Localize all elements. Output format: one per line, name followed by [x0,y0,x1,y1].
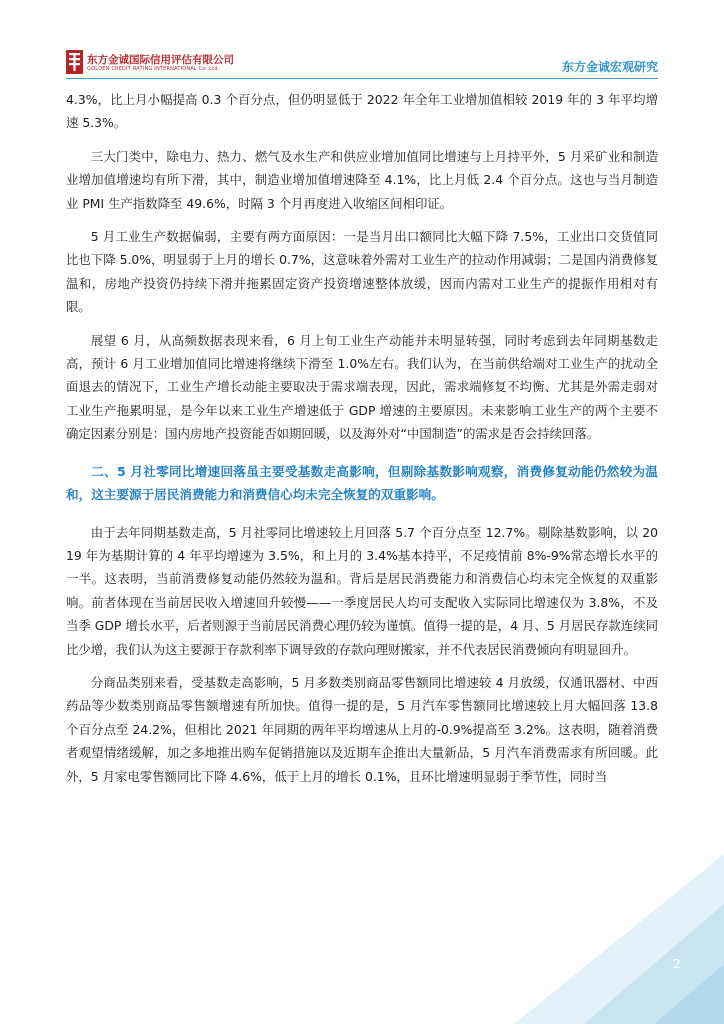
paragraph-6: 分商品类别来看，受基数走高影响，5 月多数类别商品零售额同比增速较 4 月放缓，仅通讯器材、中西药品等少数类别商品零售额增速有所加快。值得一提的是，5 月汽车零售额同比增速较上月大幅回落 13.8 个百分点至 24.2%，但相比 2021 年同期的两年平均增速从上月的-0.9%提高至 3.2%。这表明，随着消费者观望情绪缓解，加之多地推出购车促销措施以及近期车企推出大量新品，5 月汽车消费需求有所回暖。此外，5 月家电零售额同比下降 4.6%，低于上月的增长 0.1%，且环比增速明显弱于季节性，同时当 [66,674,658,784]
report-series-title: 东方金诚宏观研究 [561,60,658,74]
paragraph-4: 展望 6 月，从高频数据表现来看，6 月上旬工业生产动能并未明显转强，同时考虑到去年同期基数走高，预计 6 月工业增加值同比增速将继续下滑至 1.0%左右。我们认为，在当前供给端对工业生产的扰动全面退去的情况下，工业生产增长动能主要取决于需求端表现，因此，需求端修复不均衡、尤其是外需走弱对工业生产拖累明显，是今年以来工业生产增速低于 GDP 增速的主要原因。未来影响工业生产的两个主要不确定因素分别是：国内房地产投资能否如期回暖，以及海外对“中国制造”的需求是否会持续回落。 [66,332,658,442]
paragraph-3: 5 月工业生产数据偏弱，主要有两方面原因：一是当月出口额同比大幅下降 7.5%，工业出口交货值同比也下降 5.0%，明显弱于上月的增长 0.7%，这意味着外需对工业生产的拉动作用减弱；二是国内消费修复温和，房地产投资仍持续下滑并拖累固定资产投资增速整体放缓，因而内需对工业生产的提振作用相对有限。 [66,229,658,315]
header-divider [66,78,658,79]
paragraph-1: 4.3%，比上月小幅提高 0.3 个百分点，但仍明显低于 2022 年全年工业增加值相较 2019 年的 3 年平均增速 5.3%。 [66,92,658,131]
company-logo-icon [66,50,83,74]
company-name-cn: 东方金诚国际信用评估有限公司 [87,54,234,66]
paragraph-2: 三大门类中，除电力、热力、燃气及水生产和供应业增加值同比增速与上月持平外，5 月采矿业和制造业增加值增速均有所下滑，其中，制造业增加值增速降至 4.1%，比上月低 2.4 个百分点。这也与当月制造业 PMI 生产指数降至 49.6%，时隔 3 个月再度进入收缩区间相印证。 [66,148,658,211]
page-number: 2 [673,957,681,971]
company-name-en: GOLDEN CREDIT RATING INTERNATIONAL Co.,Ltd. [87,66,220,72]
section-heading-2: 二、5 月社零同比增速回落虽主要受基数走高影响，但剔除基数影响观察，消费修复动能仍然较为温和，这主要源于居民消费能力和消费信心均未完全恢复的双重影响。 [66,463,658,503]
paragraph-5: 由于去年同期基数走高，5 月社零同比增速较上月回落 5.7 个百分点至 12.7%。剔除基数影响，以 2019 年为基期计算的 4 年平均增速为 3.5%，和上月的 3.4%基本持平，不足疫情前 8%-9%常态增长水平的一半。这表明，当前消费修复动能仍然较为温和。背后是居民消费能力和消费信心均未完全恢复的双重影响。前者体现在当前居民收入增速回升较慢——一季度居民人均可支配收入实际同比增速仅为 3.8%，不及当季 GDP 增长水平，后者则源于当前居民消费心理仍较为谨慎。值得一提的是，4 月、5 月居民存款连续同比少增，我们认为这主要源于存款利率下调导致的存款向理财搬家，并不代表居民消费倾向有明显回升。 [66,524,658,657]
corner-decoration [514,854,724,1024]
document-body [66,88,658,798]
page-header [0,0,724,80]
